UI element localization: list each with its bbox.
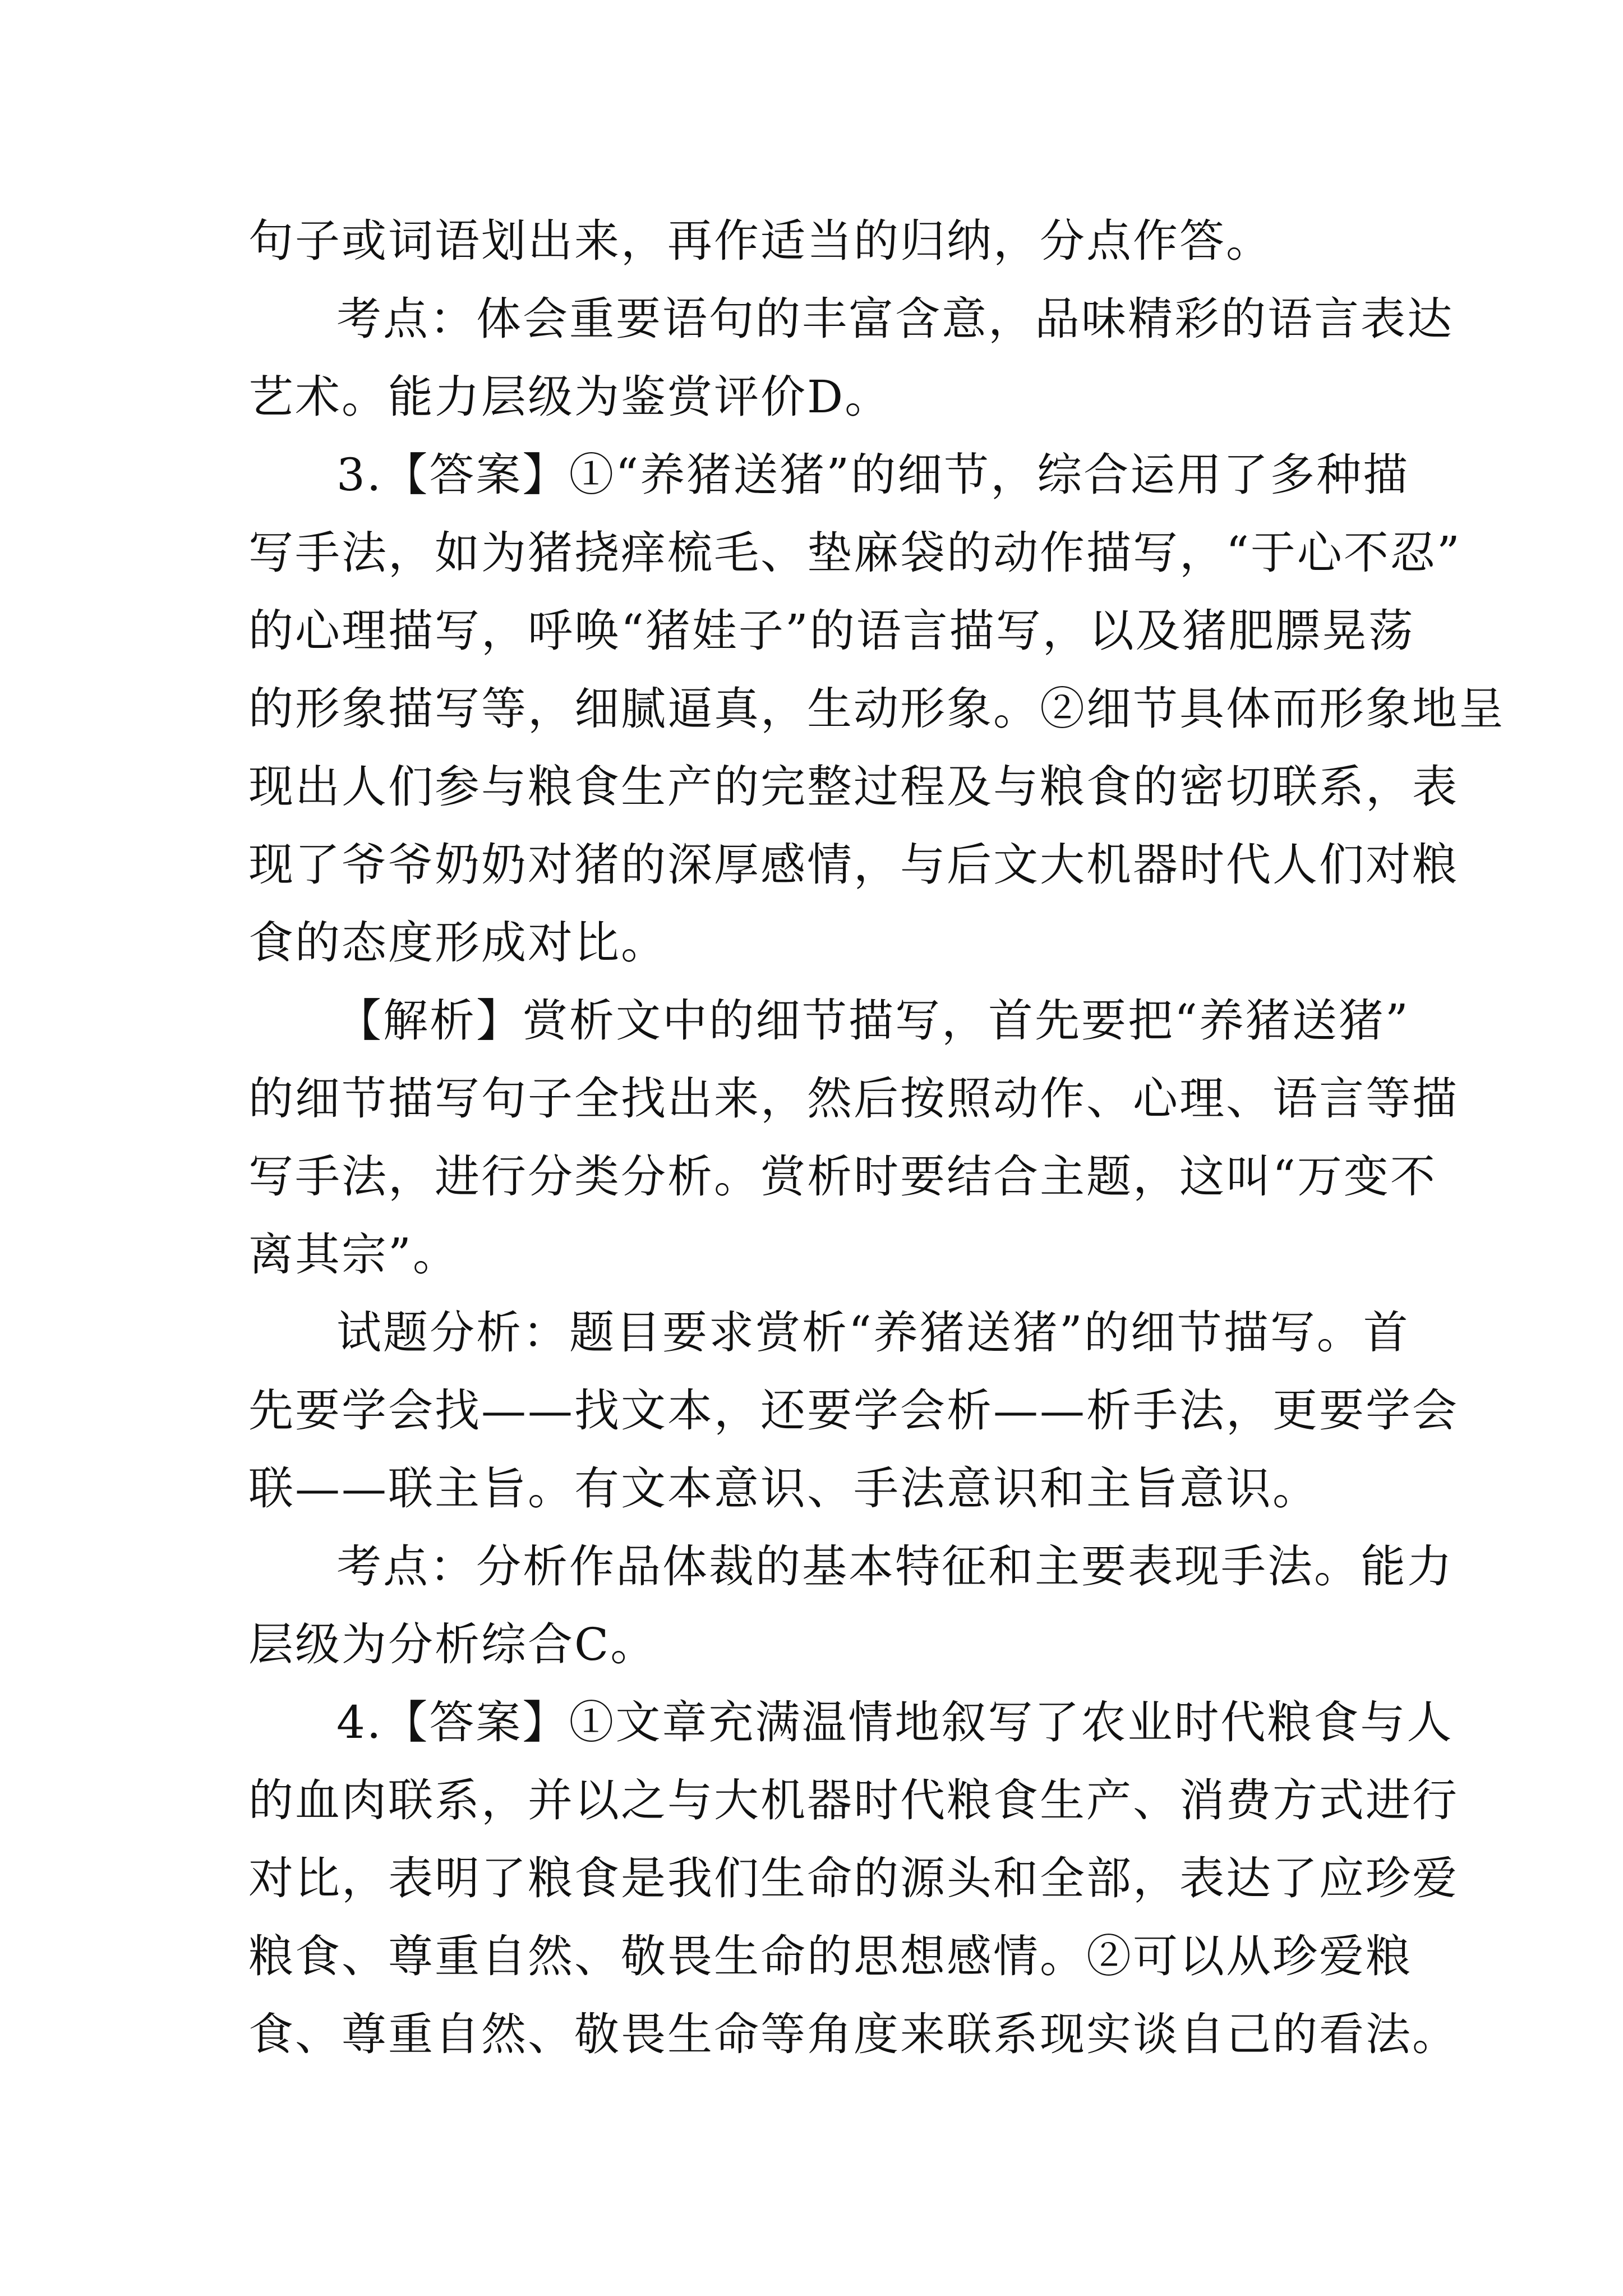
text-line: 写手法，如为猪挠痒梳毛、垫麻袋的动作描写，“于心不忍” <box>248 527 1461 579</box>
text-line: 层级为分析综合C。 <box>248 1618 657 1671</box>
text-line: 3.【答案】①“养猪送猪”的细节，综合运用了多种描 <box>336 449 1410 501</box>
text-line: 联——联主旨。有文本意识、手法意识和主旨意识。 <box>248 1462 1319 1515</box>
text-line: 考点：体会重要语句的丰富含意，品味精彩的语言表达 <box>336 293 1454 345</box>
text-line: 4.【答案】①文章充满温情地叙写了农业时代粮食与人 <box>336 1696 1454 1749</box>
text-line: 的血肉联系，并以之与大机器时代粮食生产、消费方式进行 <box>248 1774 1459 1826</box>
text-line: 现出人们参与粮食生产的完整过程及与粮食的密切联系，表 <box>248 761 1459 813</box>
text-line: 【解析】赏析文中的细节描写，首先要把“养猪送猪” <box>336 995 1410 1047</box>
text-line: 粮食、尊重自然、敬畏生命的思想感情。②可以从珍爱粮 <box>248 1930 1412 1982</box>
text-line: 艺术。能力层级为鉴赏评价D。 <box>248 371 892 423</box>
text-line: 食的态度形成对比。 <box>248 917 667 969</box>
text-line: 先要学会找——找文本，还要学会析——析手法，更要学会 <box>248 1384 1459 1437</box>
text-line: 句子或词语划出来，再作适当的归纳，分点作答。 <box>248 215 1272 267</box>
text-line: 写手法，进行分类分析。赏析时要结合主题，这叫“万变不 <box>248 1151 1437 1203</box>
text-line: 的细节描写句子全找出来，然后按照动作、心理、语言等描 <box>248 1073 1459 1125</box>
text-line: 离其宗”。 <box>248 1228 459 1281</box>
text-line: 食、尊重自然、敬畏生命等角度来联系现实谈自己的看法。 <box>248 2008 1459 2060</box>
text-line: 的形象描写等，细腻逼真，生动形象。②细节具体而形象地呈 <box>248 683 1505 735</box>
text-line: 试题分析：题目要求赏析“养猪送猪”的细节描写。首 <box>336 1306 1410 1359</box>
text-line: 考点：分析作品体裁的基本特征和主要表现手法。能力 <box>336 1540 1454 1593</box>
text-line: 现了爷爷奶奶对猪的深厚感情，与后文大机器时代人们对粮 <box>248 839 1459 891</box>
text-line: 对比，表明了粮食是我们生命的源头和全部，表达了应珍爱 <box>248 1852 1459 1904</box>
text-line: 的心理描写，呼唤“猪娃子”的语言描写，以及猪肥膘晃荡 <box>248 605 1415 657</box>
